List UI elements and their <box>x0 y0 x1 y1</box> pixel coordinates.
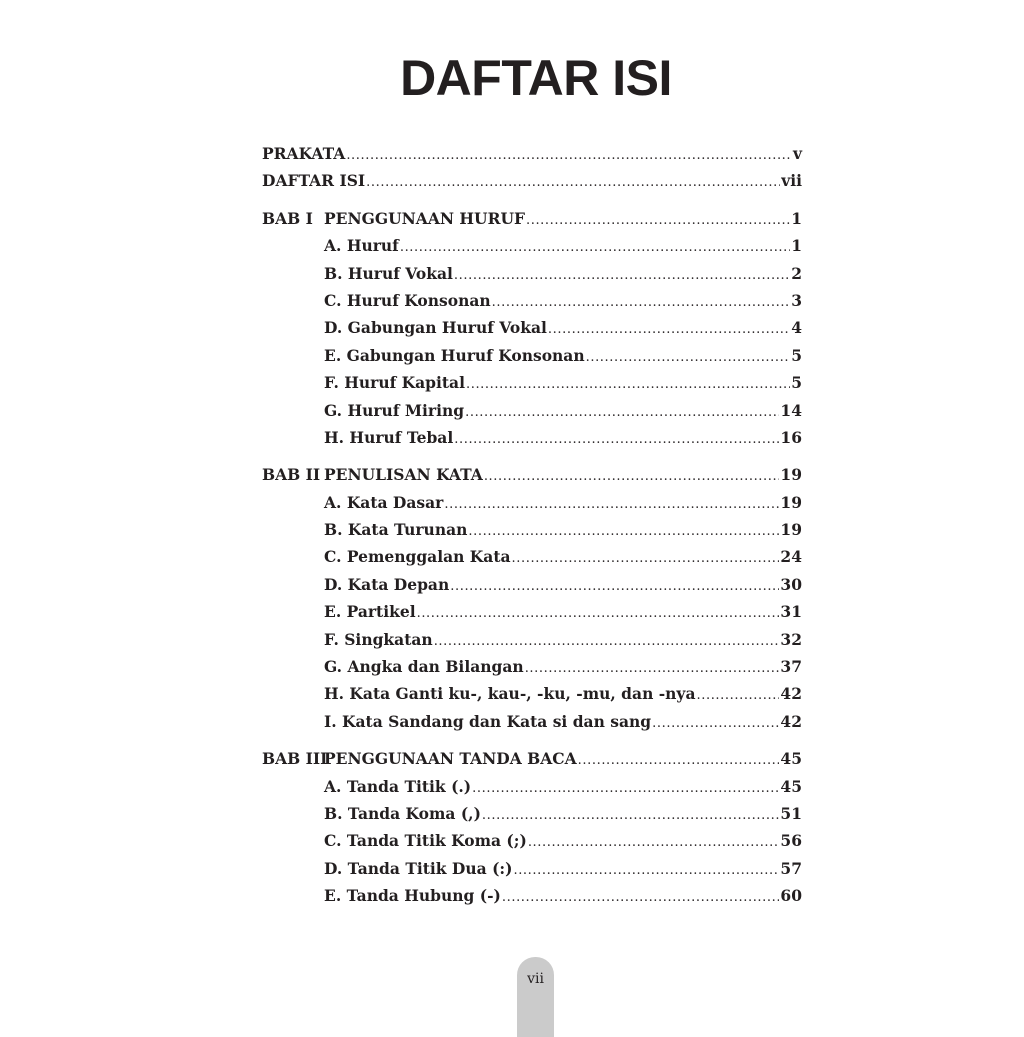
toc-section-entry[interactable] <box>262 424 802 451</box>
toc-section-entry[interactable] <box>262 342 802 369</box>
section-page: 30 <box>780 574 802 594</box>
dot-leader <box>417 600 780 627</box>
dot-leader <box>513 857 779 884</box>
toc-section-entry[interactable] <box>262 260 802 287</box>
section-page: 45 <box>780 776 802 796</box>
section-page: 42 <box>780 711 802 731</box>
chapter-page: 19 <box>780 465 802 485</box>
chapter-page: 45 <box>780 749 802 769</box>
section-page: 51 <box>780 803 802 823</box>
section-page: 1 <box>791 236 802 256</box>
dot-leader <box>434 628 780 655</box>
section-page: 4 <box>791 318 802 338</box>
chapter-page: 1 <box>791 208 802 228</box>
toc-section-entry[interactable] <box>262 287 802 314</box>
table-of-contents <box>262 140 802 910</box>
section-page: 37 <box>780 657 802 677</box>
section-label: E. Partikel <box>324 602 416 622</box>
section-label: D. Gabungan Huruf Vokal <box>324 318 547 338</box>
section-label: C. Tanda Titik Koma (;) <box>324 831 527 851</box>
section-page: 32 <box>780 629 802 649</box>
section-label: B. Huruf Vokal <box>324 263 453 283</box>
toc-entry-label: PRAKATA <box>262 144 346 163</box>
toc-section-entry[interactable] <box>262 800 802 827</box>
section-page: 19 <box>780 492 802 512</box>
chapter-number: BAB III <box>262 749 328 769</box>
dot-leader <box>466 371 790 398</box>
toc-section-entry[interactable] <box>262 827 802 854</box>
chapter-title: PENGGUNAAN HURUF <box>324 208 525 228</box>
toc-section-entry[interactable] <box>262 882 802 909</box>
section-label: C. Pemenggalan Kata <box>324 547 511 567</box>
toc-section-entry[interactable] <box>262 489 802 516</box>
section-page: 24 <box>780 547 802 567</box>
toc-section-entry[interactable] <box>262 773 802 800</box>
dot-leader <box>450 573 779 600</box>
toc-section-entry[interactable] <box>262 543 802 570</box>
section-label: A. Tanda Titik (.) <box>324 776 472 796</box>
section-label: D. Tanda Titik Dua (:) <box>324 858 513 878</box>
section-page: 60 <box>780 886 802 906</box>
section-page: 5 <box>791 373 802 393</box>
section-label: H. Huruf Tebal <box>324 427 454 447</box>
section-page: 2 <box>791 263 802 283</box>
chapter-title: PENGGUNAAN TANDA BACA <box>324 749 577 769</box>
section-label: A. Kata Dasar <box>324 492 444 512</box>
dot-leader <box>578 747 780 774</box>
toc-entry-daftar-isi[interactable] <box>262 167 802 194</box>
section-label: E. Tanda Hubung (-) <box>324 886 501 906</box>
section-page: 5 <box>791 345 802 365</box>
chapter-number: BAB I <box>262 208 313 228</box>
dot-leader <box>502 884 780 911</box>
section-label: G. Huruf Miring <box>324 400 465 420</box>
section-label: F. Huruf Kapital <box>324 373 465 393</box>
toc-section-entry[interactable] <box>262 626 802 653</box>
toc-section-entry[interactable] <box>262 598 802 625</box>
dot-leader <box>586 344 791 371</box>
chapter-number: BAB II <box>262 465 321 485</box>
dot-leader <box>454 426 779 453</box>
section-label: F. Singkatan <box>324 629 433 649</box>
page-number-tab <box>517 957 554 1037</box>
toc-chapter-entry[interactable] <box>262 205 802 232</box>
dot-leader <box>366 169 780 196</box>
section-page: 3 <box>791 290 802 310</box>
section-label: G. Angka dan Bilangan <box>324 657 524 677</box>
dot-leader <box>484 463 780 490</box>
toc-section-entry[interactable] <box>262 708 802 735</box>
dot-leader <box>444 491 779 518</box>
section-page: 16 <box>780 427 802 447</box>
section-label: B. Tanda Koma (,) <box>324 803 481 823</box>
section-page: 57 <box>780 858 802 878</box>
toc-section-entry[interactable] <box>262 680 802 707</box>
chapter-title: PENULISAN KATA <box>324 465 483 485</box>
dot-leader <box>400 234 790 261</box>
toc-section-entry[interactable] <box>262 397 802 424</box>
toc-section-entry[interactable] <box>262 314 802 341</box>
dot-leader <box>454 262 790 289</box>
toc-section-entry[interactable] <box>262 516 802 543</box>
section-label: I. Kata Sandang dan Kata si dan sang <box>324 711 652 731</box>
dot-leader <box>697 682 780 709</box>
toc-section-entry[interactable] <box>262 232 802 259</box>
section-page: 31 <box>780 602 802 622</box>
dot-leader <box>492 289 791 316</box>
dot-leader <box>346 142 792 169</box>
dot-leader <box>528 829 780 856</box>
section-page: 19 <box>780 520 802 540</box>
section-page: 14 <box>780 400 802 420</box>
dot-leader <box>465 399 779 426</box>
dot-leader <box>652 710 779 737</box>
section-page: 42 <box>780 684 802 704</box>
section-label: C. Huruf Konsonan <box>324 290 491 310</box>
toc-chapter-entry[interactable] <box>262 461 802 488</box>
toc-entry-page: v <box>792 144 802 163</box>
toc-entry-prakata[interactable] <box>262 140 802 167</box>
toc-chapter-entry[interactable] <box>262 745 802 772</box>
section-label: B. Kata Turunan <box>324 520 468 540</box>
section-label: H. Kata Ganti ku-, kau-, -ku, -mu, dan -nya <box>324 684 696 704</box>
section-label: D. Kata Depan <box>324 574 450 594</box>
toc-section-entry[interactable] <box>262 571 802 598</box>
page-number: vii <box>527 971 544 987</box>
section-page: 56 <box>780 831 802 851</box>
toc-section-entry[interactable] <box>262 653 802 680</box>
dot-leader <box>525 655 780 682</box>
dot-leader <box>526 207 790 234</box>
section-label: E. Gabungan Huruf Konsonan <box>324 345 585 365</box>
dot-leader <box>468 518 779 545</box>
toc-section-entry[interactable] <box>262 855 802 882</box>
dot-leader <box>548 316 790 343</box>
page-title: DAFTAR ISI <box>400 50 672 106</box>
toc-section-entry[interactable] <box>262 369 802 396</box>
section-label: A. Huruf <box>324 236 399 256</box>
dot-leader <box>472 775 779 802</box>
toc-entry-label: DAFTAR ISI <box>262 171 366 191</box>
dot-leader <box>512 545 780 572</box>
toc-entry-page: vii <box>781 171 802 191</box>
dot-leader <box>482 802 780 829</box>
